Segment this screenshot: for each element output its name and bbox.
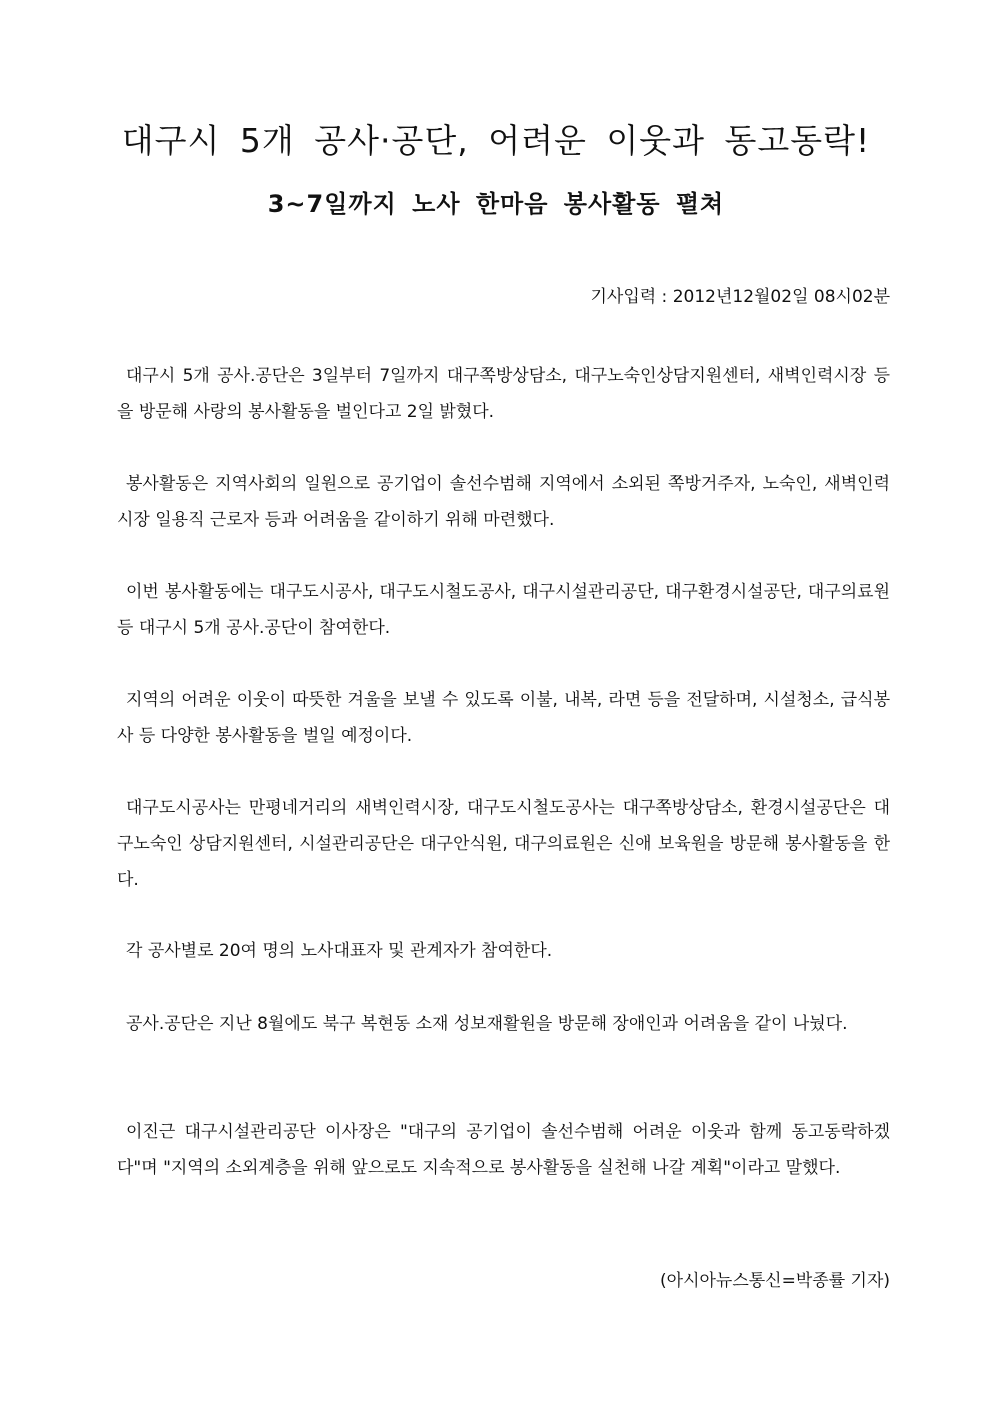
article-paragraph: 공사.공단은 지난 8월에도 북구 복현동 소재 성보재활원을 방문해 장애인과 어려움을 같이 나눴다. xyxy=(126,1014,848,1034)
article-byline: (아시아뉴스통신=박종률 기자) xyxy=(660,1271,890,1291)
article-paragraph: 대구도시공사는 만평네거리의 새벽인력시장, 대구도시철도공사는 대구쪽방상담소, 환경시설공단은 대구노숙인 상담지원센터, 시설관리공단은 대구안식원, 대구의료원은 신애 보육원을 방문해 봉사활동을 한다. xyxy=(117,798,890,890)
article-paragraph: 대구시 5개 공사.공단은 3일부터 7일까지 대구쪽방상담소, 대구노숙인상담지원센터, 새벽인력시장 등을 방문해 사랑의 봉사활동을 벌인다고 2일 밝혔다. xyxy=(117,366,890,422)
article-subtitle: 3~7일까지 노사 한마음 봉사활동 펼쳐 xyxy=(267,190,725,218)
article-paragraph: 봉사활동은 지역사회의 일원으로 공기업이 솔선수범해 지역에서 소외된 쪽방거주자, 노숙인, 새벽인력시장 일용직 근로자 등과 어려움을 같이하기 위해 마련했다. xyxy=(117,474,890,530)
article-paragraph: 이번 봉사활동에는 대구도시공사, 대구도시철도공사, 대구시설관리공단, 대구환경시설공단, 대구의료원 등 대구시 5개 공사.공단이 참여한다. xyxy=(117,582,890,638)
article-dateline: 기사입력 : 2012년12월02일 08시02분 xyxy=(590,287,890,307)
article-title: 대구시 5개 공사·공단, 어려운 이웃과 동고동락! xyxy=(121,121,871,160)
article-paragraph: 지역의 어려운 이웃이 따뜻한 겨울을 보낼 수 있도록 이불, 내복, 라면 등을 전달하며, 시설청소, 급식봉사 등 다양한 봉사활동을 벌일 예정이다. xyxy=(117,690,890,746)
article-paragraph: 각 공사별로 20여 명의 노사대표자 및 관계자가 참여한다. xyxy=(126,941,553,961)
article-paragraph: 이진근 대구시설관리공단 이사장은 "대구의 공기업이 솔선수범해 어려운 이웃과 함께 동고동락하겠다"며 "지역의 소외계층을 위해 앞으로도 지속적으로 봉사활동을 실천해 나갈 계획"이라고 말했다. xyxy=(117,1122,890,1178)
